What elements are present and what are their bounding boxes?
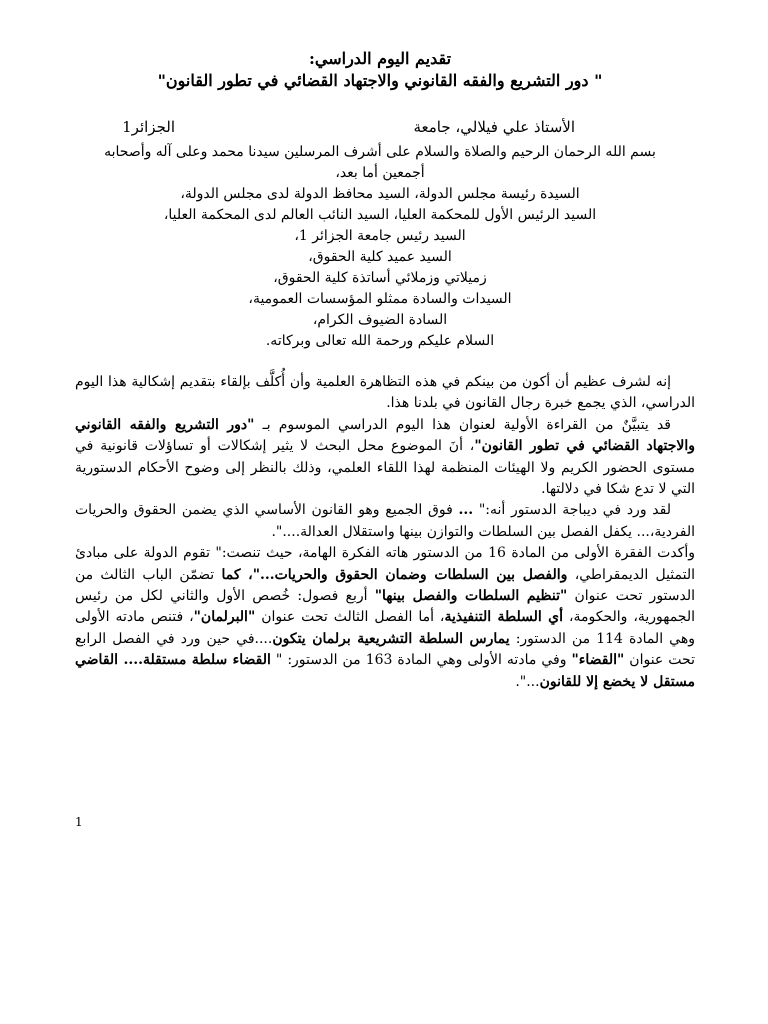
- greeting-line: السيدة رئيسة مجلس الدولة، السيد محافظ الدولة لدى مجلس الدولة،: [180, 186, 580, 202]
- bold-run: "البرلمان": [193, 609, 256, 626]
- bold-run: "دور التشريع والفقه القانوني والاجتهاد القضائي في تطور القانون": [75, 416, 695, 455]
- greeting-line: السيد عميد كلية الحقوق،: [308, 249, 452, 265]
- text-run: أربع فصول: خُصص الأول والثاني لكل من رئيس الجمهورية، والحكومة،: [75, 588, 695, 626]
- greeting-line: زميلاتي وزملائي أساتذة كلية الحقوق،: [273, 270, 487, 286]
- greeting-line: السيد الرئيس الأول للمحكمة العليا، السيد النائب العالم لدى المحكمة العليا،: [163, 207, 597, 223]
- bold-run: والفصل بين السلطات وضمان الحقوق والحريات..."، كما: [221, 566, 568, 583]
- greeting-line: أجمعين أما بعد،: [335, 165, 425, 181]
- bold-run: ...: [458, 502, 474, 519]
- author-university: [122, 117, 175, 137]
- text-run: قد يتبيَّنٌ من القراءة الأولية لعنوان هذا اليوم الدراسي الموسوم بـ: [254, 416, 671, 433]
- text-run: ....في حين ورد في الفصل الرابع تحت عنوان: [75, 630, 695, 669]
- text-run: ...".: [515, 673, 540, 690]
- footnote-mark: 1: [122, 118, 132, 136]
- text-run: وفي مادته الأولى وهي المادة 163 من الدستور: ": [270, 652, 572, 669]
- bold-run: "تنظيم السلطات والفصل بينها": [374, 588, 568, 605]
- bold-run: أي السلطة التنفيذية: [444, 609, 563, 626]
- text-run: لقد ورد في ديباجة الدستور أنه:": [473, 502, 672, 519]
- paragraph-2: [75, 415, 695, 501]
- title-line-1: تقديم اليوم الدراسي:: [308, 49, 452, 68]
- bold-run: القضاء سلطة مستقلة.... القاضي مستقل لا يخضع إلا للقانون: [75, 652, 695, 690]
- paragraph-3: [75, 500, 695, 543]
- body-text: [75, 372, 695, 693]
- greeting-block: [70, 142, 690, 352]
- text-run: ، فتنص مادته الأولى وهي المادة 114 من الدستور:: [75, 609, 695, 647]
- text-run: ، أما الفصل الثالث تحت عنوان: [255, 609, 445, 626]
- text-run: فوق الجميع وهو القانون الأساسي الذي يضمن الحقوق والحريات الفردية،... يكفل الفصل بين السلطات والتوازن بينها واستقلال العدالة....".: [75, 502, 695, 540]
- text-run: تضمّن الباب الثالث من الدستور تحت عنوان: [75, 566, 696, 605]
- greeting-line: السلام عليكم ورحمة الله تعالى وبركاته.: [265, 333, 495, 349]
- bold-run: "القضاء": [571, 652, 625, 669]
- text-run: وأكدت الفقرة الأولى من المادة 16 من الدستور هاته الفكرة الهامة، حيث تنصت:" تقوم الدولة على مبادئ التمثيل الديمقراطي،: [75, 545, 696, 583]
- title-line-2: " دور التشريع والفقه القانوني والاجتهاد القضائي في تطور القانون": [157, 71, 603, 90]
- greeting-line: السادة الضيوف الكرام،: [312, 312, 448, 328]
- university-name: الجزائر: [131, 118, 175, 136]
- author-name: الأستاذ علي فيلالي، جامعة: [413, 118, 575, 136]
- text-run: ، أنَ الموضوع محل البحث لا يثير إشكالات أو تساؤلات قانونية في مستوى الحضور الكريم ولا الهيئات المنظمة لهذا اللقاء العلمي، وذلك بالنظر إلى وضوح الأحكام الدستورية التي لا تدع شكا في دلالتها.: [75, 438, 695, 498]
- greeting-line: بسم الله الرحمان الرحيم والصلاة والسلام على أشرف المرسلين سيدنا محمد وعلى آله وأصحابه: [104, 144, 656, 160]
- paragraph-1: إنه لشرف عظيم أن أكون من بينكم في هذه التظاهرة العلمية وأن أُكلَّف بإلقاء بتقديم إشكالية هذا اليوم الدراسي، الذي يجمع خبرة رجال القانون في بلدنا هذا.: [75, 374, 695, 412]
- footnote: 1: [75, 815, 83, 829]
- paragraph-4: [75, 543, 695, 693]
- title-block: [80, 48, 680, 92]
- bold-run: يمارس السلطة التشريعية برلمان يتكون: [272, 630, 510, 647]
- greeting-line: السيدات والسادة ممثلو المؤسسات العمومية،: [248, 291, 512, 307]
- greeting-line: السيد رئيس جامعة الجزائر 1،: [294, 228, 466, 244]
